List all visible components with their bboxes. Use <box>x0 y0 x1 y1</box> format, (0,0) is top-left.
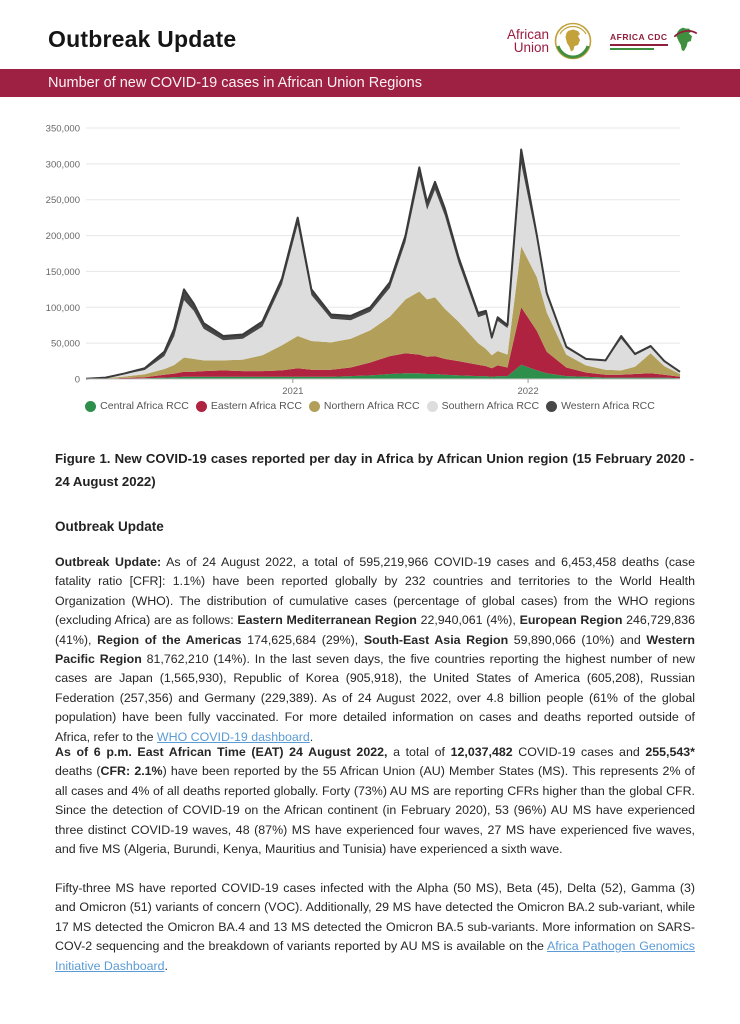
text-link[interactable]: WHO COVID-19 dashboard <box>156 729 310 744</box>
bold-text-run: 12,037,482 <box>450 745 513 759</box>
legend-item-southern-africa-rcc <box>427 400 539 412</box>
x-axis-tick-label: 2021 <box>282 386 304 397</box>
africa-cdc-name: AFRICA CDC <box>610 32 668 42</box>
text-run: 22,940,061 (4%), <box>416 613 520 628</box>
text-run: ) have been reported by the 55 African Union (AU) Member States (MS). This represents 2% of all cases and 4% of all deaths reported globally. Forty (73%) AU MS are reporting CFRs higher than the global CFR. Since the detection of COVID-19 on the African continent (in February 2020), 53 (96%) AU MS have experienced three distinct COVID-19 waves, 48 (87%) MS have experienced four waves, 27 MS have experienced five waves, and five MS (Algeria, Burundi, Kenya, Mauritius and Tunisia) have experienced a sixth wave. <box>55 764 695 857</box>
section-heading: Outbreak Update <box>55 519 164 534</box>
text-run: a total of <box>387 745 451 759</box>
header-logos <box>507 22 698 60</box>
paragraph-africa-update <box>55 743 695 859</box>
y-axis-tick-label: 50,000 <box>50 338 80 350</box>
africa-cdc-logo <box>610 26 698 56</box>
bold-text-run: As of 6 p.m. East African Time (EAT) 24 August 2022, <box>55 745 388 759</box>
legend-item-eastern-africa-rcc <box>196 400 302 412</box>
legend-label: Northern Africa RCC <box>323 400 420 412</box>
y-axis-tick-label: 350,000 <box>45 123 80 135</box>
x-axis-tick-label: 2022 <box>517 386 539 397</box>
text-link[interactable]: Africa Pathogen Genomics Initiative Dashboard <box>55 939 696 973</box>
legend-label: Central Africa RCC <box>100 400 189 412</box>
africa-cdc-divider <box>610 44 668 46</box>
y-axis-tick-label: 150,000 <box>45 266 80 278</box>
au-word-2: Union <box>513 40 549 55</box>
chart-legend <box>0 400 740 412</box>
bold-text-run: Outbreak Update: <box>55 555 162 569</box>
text-run: . <box>309 729 314 744</box>
africa-cdc-map-icon <box>672 26 698 56</box>
african-union-emblem-icon <box>554 22 592 60</box>
bold-text-run: South-East Asia Region <box>363 632 509 647</box>
text-run: 59,890,066 (10%) and <box>508 632 647 647</box>
african-union-logo <box>507 22 592 60</box>
y-axis-tick-label: 200,000 <box>45 231 80 243</box>
text-run: deaths ( <box>55 764 101 779</box>
legend-label: Eastern Africa RCC <box>210 400 302 412</box>
africa-cdc-wordmark <box>610 32 668 50</box>
bold-text-run: CFR: 2.1% <box>100 764 163 779</box>
bold-text-run: Region of the Americas <box>97 632 242 647</box>
legend-label: Southern Africa RCC <box>441 400 540 412</box>
figure-caption: Figure 1. New COVID-19 cases reported per day in Africa by African Union region (15 February 2020 - 24 August 2022) <box>55 451 694 489</box>
page-title: Outbreak Update <box>48 26 237 52</box>
legend-swatch-icon <box>85 401 96 412</box>
y-axis-tick-label: 100,000 <box>45 302 80 314</box>
covid-cases-chart <box>40 108 700 404</box>
stacked-area-chart <box>40 108 700 404</box>
banner <box>0 69 740 97</box>
paragraph-variants <box>55 879 695 976</box>
text-run: COVID-19 cases and <box>512 745 646 759</box>
paragraph-global-update <box>55 553 695 747</box>
bold-text-run: Eastern Mediterranean Region <box>237 613 417 628</box>
text-run: . <box>164 958 168 973</box>
y-axis-tick-label: 300,000 <box>45 159 80 171</box>
text-run: 246,729,836 (41%), <box>55 613 695 647</box>
legend-item-central-africa-rcc <box>85 400 189 412</box>
legend-swatch-icon <box>309 401 320 412</box>
african-union-wordmark <box>507 28 549 54</box>
text-run: As of 24 August 2022, a total of 595,219,966 COVID-19 cases and 6,453,458 deaths (case fatality ratio [CFR]: 1.1%) have been reported globally by 232 countries and territories to the World Health Organization (WHO). The distribution of cumulative cases (percentage of global cases) from the WHO regions (excluding Africa) are as follows: <box>55 555 695 628</box>
legend-item-western-africa-rcc <box>546 400 655 412</box>
au-word-1: African <box>506 27 549 42</box>
text-run: 81,762,210 (14%). In the last seven days, the five countries reporting the highest number of new cases are Japan (1,565,930), Republic of Korea (905,918), the United States of America (605,208), Russian Federation (257,356) and Germany (229,389). As of 24 August 2022, over 4.8 billion people (61% of the global population) have been fully vaccinated. For more detailed information on cases and deaths reported outside of Africa, refer to the <box>55 652 695 744</box>
africa-cdc-divider-2 <box>610 48 654 50</box>
legend-swatch-icon <box>196 401 207 412</box>
text-run: 174,625,684 (29%), <box>241 632 364 647</box>
y-axis-tick-label: 250,000 <box>45 195 80 207</box>
legend-label: Western Africa RCC <box>561 400 655 412</box>
bold-text-run: European Region <box>519 613 623 628</box>
legend-item-northern-africa-rcc <box>309 400 420 412</box>
text-run: Fifty-three MS have reported COVID-19 cases infected with the Alpha (50 MS), Beta (45), Delta (52), Gamma (3) and Omicron (51) variants of concern (VOC). Additionally, 29 MS have detected the Omicron BA.2 sub-variant, while 17 MS detected the Omicron BA.4 and 13 MS detected the Omicron BA.5 sub-variants. More information on SARS-COV-2 sequencing and the breakdown of variants reported by AU MS is available on the <box>55 881 695 954</box>
legend-swatch-icon <box>546 401 557 412</box>
y-axis-tick-label: 0 <box>74 374 80 386</box>
bold-text-run: Western Pacific Region <box>55 632 696 667</box>
legend-swatch-icon <box>427 401 438 412</box>
bold-text-run: 255,543* <box>645 745 695 759</box>
banner-title: Number of new COVID-19 cases in African Union Regions <box>48 75 422 91</box>
